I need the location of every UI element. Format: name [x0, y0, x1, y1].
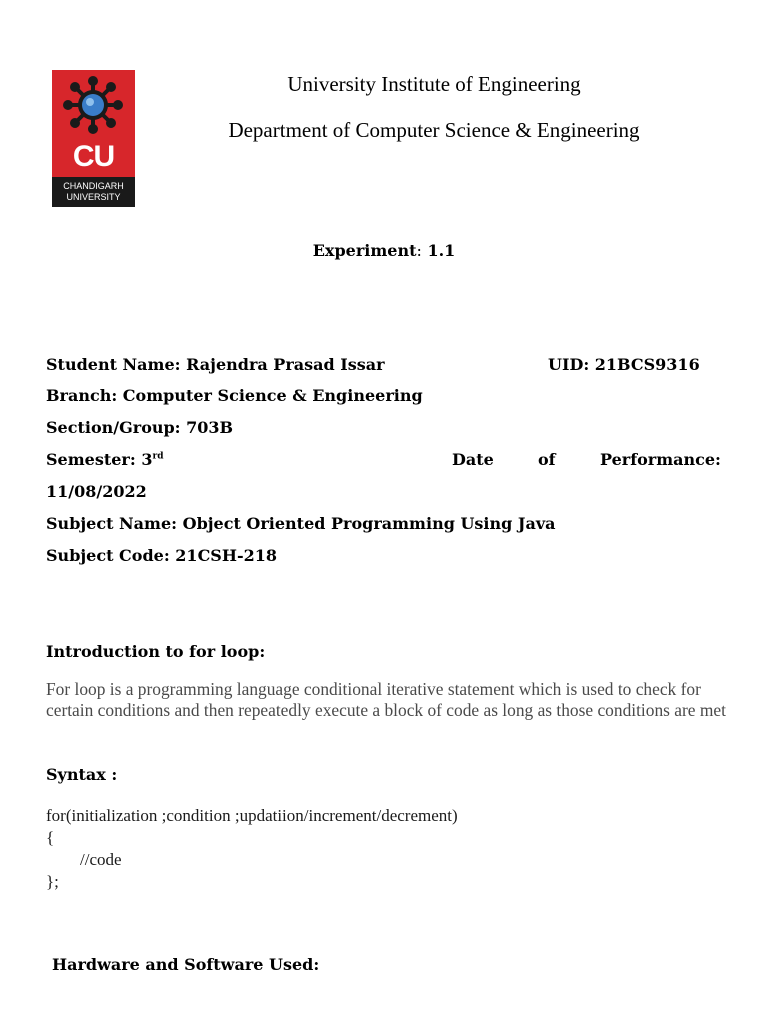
department-title: Department of Computer Science & Engineering	[228, 118, 640, 142]
university-logo	[52, 70, 135, 207]
experiment-number: 1.1	[427, 241, 456, 260]
subject-name: Subject Name: Object Oriented Programming Using Java	[46, 514, 556, 533]
logo-wordmark: CU	[72, 140, 115, 173]
student-name: Student Name: Rajendra Prasad Issar	[46, 355, 385, 374]
subject-code: Subject Code: 21CSH-218	[46, 546, 278, 565]
institute-title: University Institute of Engineering	[287, 72, 581, 96]
date-word-of: of	[538, 450, 556, 469]
intro-heading: Introduction to for loop:	[46, 642, 266, 661]
semester-label: Semester: 3	[46, 450, 153, 469]
experiment-label: Experiment	[312, 241, 417, 260]
hardware-heading: Hardware and Software Used:	[52, 955, 320, 974]
syntax-line: //code	[46, 850, 122, 869]
syntax-line: {	[46, 828, 55, 847]
syntax-line: for(initialization ;condition ;updatiion/increment/decrement)	[46, 806, 458, 825]
branch: Branch: Computer Science & Engineering	[46, 386, 423, 405]
intro-paragraph: For loop is a programming language conditional iterative statement which is used to check for certain conditions and then repeatedly execute a block of code as long as those conditions are met	[46, 679, 726, 720]
section-group: Section/Group: 703B	[46, 418, 234, 437]
logo-band-line1: CHANDIGARH	[63, 181, 124, 191]
semester-suffix: rd	[152, 451, 164, 462]
date-of-performance: 11/08/2022	[46, 482, 147, 501]
date-word-performance: Performance:	[600, 450, 721, 469]
gear-emblem-icon	[52, 72, 135, 142]
experiment-separator: :	[416, 241, 422, 260]
syntax-line: };	[46, 872, 59, 891]
student-uid: UID: 21BCS9316	[548, 355, 700, 374]
logo-band	[52, 177, 135, 207]
experiment-heading	[0, 241, 768, 260]
syntax-heading: Syntax :	[46, 765, 118, 784]
semester	[46, 450, 164, 469]
date-word-date: Date	[452, 450, 494, 469]
logo-band-line2: UNIVERSITY	[66, 192, 121, 202]
